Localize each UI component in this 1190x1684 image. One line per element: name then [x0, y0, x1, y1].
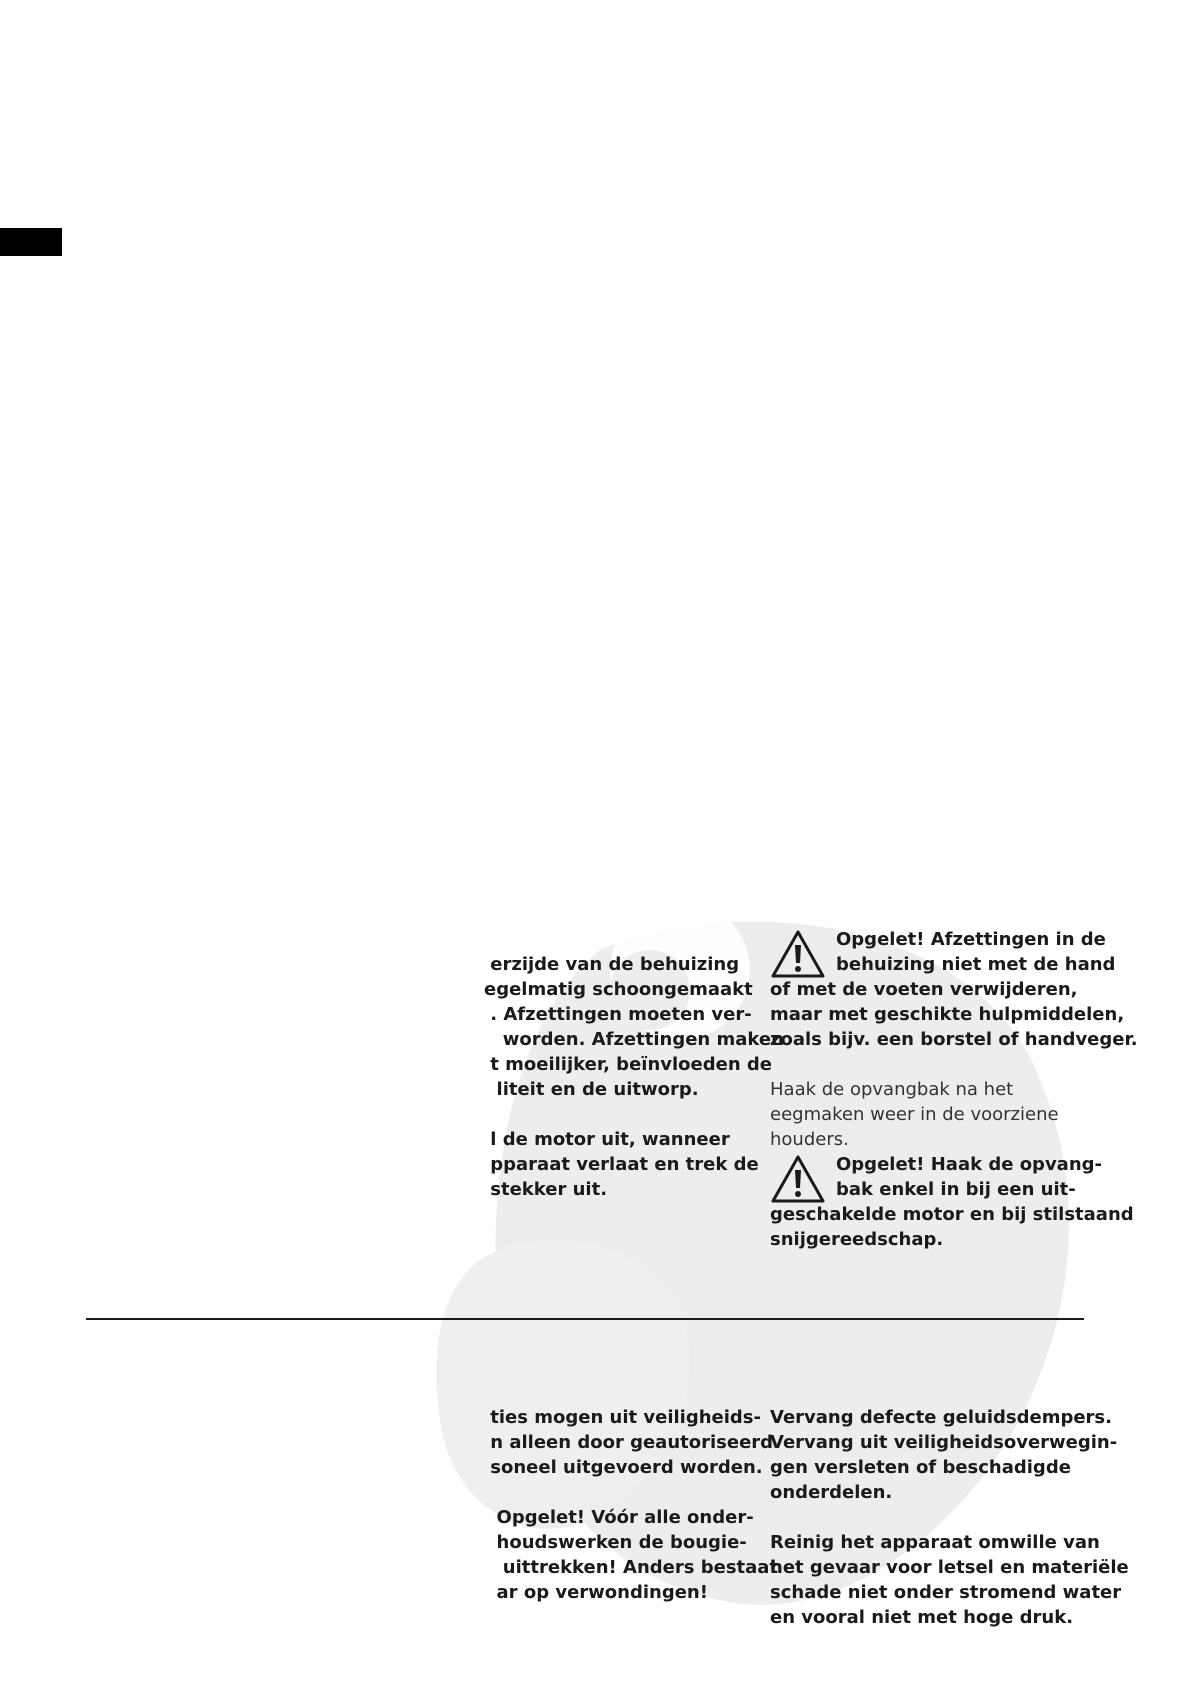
text-line: worden. Afzettingen maken — [484, 1029, 784, 1050]
text-line: en vooral niet met hoge druk. — [770, 1607, 1074, 1628]
repairs-text-right — [770, 1405, 1129, 1630]
warning-triangle-icon — [770, 1154, 826, 1204]
text-line: ar op verwondingen! — [484, 1582, 708, 1603]
text-line: Reinig het apparaat omwille van — [770, 1532, 1100, 1553]
text-line: snijgereedschap. — [770, 1229, 944, 1250]
text-line: . Afzettingen moeten ver- — [484, 1004, 752, 1025]
text-line: ties mogen uit veiligheids- — [484, 1407, 761, 1428]
text-line: Opgelet! Vóór alle onder- — [484, 1507, 754, 1528]
text-line: stekker uit. — [484, 1179, 608, 1200]
text-line: of met de voeten verwijderen, — [770, 979, 1078, 1000]
text-line: Opgelet! Afzettingen in de — [836, 929, 1106, 950]
warning-block-deposits — [770, 927, 1138, 1052]
text-line: maar met geschikte hulpmiddelen, — [770, 1004, 1125, 1025]
text-line: Opgelet! Haak de opvang- — [836, 1154, 1102, 1175]
text-line: houdswerken de bougie- — [484, 1532, 747, 1553]
repairs-text-left — [484, 1405, 778, 1605]
text-line: houders. — [770, 1129, 849, 1150]
text-line: zoals bijv. een borstel of handveger. — [770, 1029, 1138, 1050]
text-line: soneel uitgevoerd worden. — [484, 1457, 763, 1478]
warning-block-collector — [770, 1152, 1138, 1252]
page-tab-marker — [0, 228, 62, 256]
text-line: Vervang defecte geluidsdempers. — [770, 1407, 1112, 1428]
text-line: pparaat verlaat en trek de — [484, 1154, 759, 1175]
maintenance-text-left-top — [484, 952, 784, 1202]
text-line: n alleen door geautoriseerd — [484, 1432, 774, 1453]
text-line: Haak de opvangbak na het — [770, 1079, 1014, 1100]
text-line: egelmatig schoongemaakt — [484, 979, 753, 1000]
text-line: gen versleten of beschadigde — [770, 1457, 1071, 1478]
text-line: schade niet onder stromend water — [770, 1582, 1122, 1603]
text-line: onderdelen. — [770, 1482, 893, 1503]
text-line: geschakelde motor en bij stilstaand — [770, 1204, 1134, 1225]
text-line: het gevaar voor letsel en materiële — [770, 1557, 1129, 1578]
text-line: erzijde van de behuizing — [484, 954, 740, 975]
text-line: uittrekken! Anders bestaat — [484, 1557, 779, 1578]
text-line: bak enkel in bij een uit- — [836, 1179, 1076, 1200]
text-line: liteit en de uitworp. — [484, 1079, 699, 1100]
section-divider — [86, 1318, 1084, 1320]
note-block-collector — [770, 1077, 1138, 1152]
warning-triangle-icon — [770, 929, 826, 979]
maintenance-text-right-top — [770, 927, 1138, 1252]
text-line: behuizing niet met de hand — [836, 954, 1116, 975]
text-line: Vervang uit veiligheidsoverwegin- — [770, 1432, 1118, 1453]
text-line: l de motor uit, wanneer — [484, 1129, 730, 1150]
text-line: t moeilijker, beïnvloeden de — [484, 1054, 772, 1075]
text-line: eegmaken weer in de voorziene — [770, 1104, 1059, 1125]
